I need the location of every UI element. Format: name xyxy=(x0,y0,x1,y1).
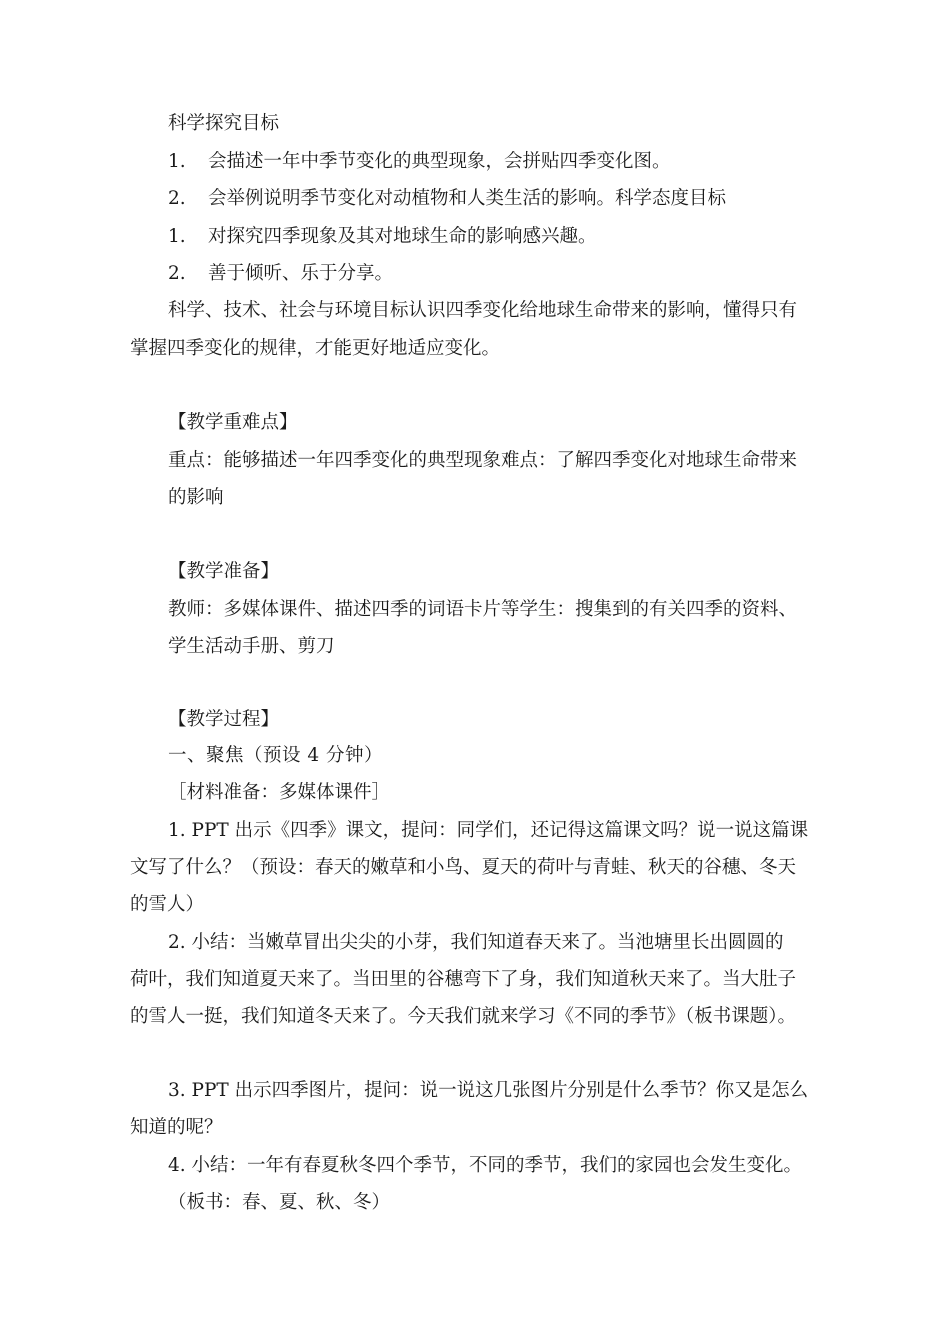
preparation-line: 学生活动手册、剪刀 xyxy=(168,636,335,657)
objectives-heading: 科学探究目标 xyxy=(168,113,280,134)
sts-paragraph-line: 掌握四季变化的规律，才能更好地适应变化。 xyxy=(130,338,501,359)
objective-item xyxy=(168,225,597,249)
objective-text: 会描述一年中季节变化的典型现象，会拼贴四季变化图。 xyxy=(208,151,671,172)
key-points-line: 的影响 xyxy=(168,487,224,508)
objective-number: 2. xyxy=(168,263,186,284)
step-line: 的雪人） xyxy=(130,894,205,915)
section-title: 一、聚焦（预设 4 分钟） xyxy=(168,745,384,766)
objective-item xyxy=(168,150,671,174)
objective-text: 会举例说明季节变化对动植物和人类生活的影响。科学态度目标 xyxy=(208,188,727,209)
objective-number: 1. xyxy=(168,226,186,247)
step-line: 4. 小结：一年有春夏秋冬四个季节，不同的季节，我们的家园也会发生变化。 xyxy=(168,1155,803,1176)
step-line: 知道的呢？ xyxy=(130,1117,223,1138)
objective-item xyxy=(168,262,393,286)
objective-text: 善于倾听、乐于分享。 xyxy=(208,263,394,284)
preparation-line: 教师：多媒体课件、描述四季的词语卡片等学生：搜集到的有关四季的资料、 xyxy=(168,599,798,620)
process-heading: 【教学过程】 xyxy=(168,709,280,730)
step-line: 3. PPT 出示四季图片，提问：说一说这几张图片分别是什么季节？你又是怎么 xyxy=(168,1080,809,1101)
step-line: 1. PPT 出示《四季》课文，提问：同学们，还记得这篇课文吗？说一说这篇课 xyxy=(168,820,809,841)
objective-number: 2. xyxy=(168,188,186,209)
step-line: 的雪人一挺，我们知道冬天来了。今天我们就来学习《不同的季节》（板书课题）。 xyxy=(130,1006,797,1027)
step-line: 文写了什么？（预设：春天的嫩草和小鸟、夏天的荷叶与青蛙、秋天的谷穗、冬天 xyxy=(130,857,797,878)
sts-paragraph-line: 科学、技术、社会与环境目标认识四季变化给地球生命带来的影响，懂得只有 xyxy=(168,300,798,321)
step-line: （板书：春、夏、秋、冬） xyxy=(168,1192,391,1213)
key-points-line: 重点：能够描述一年四季变化的典型现象难点：了解四季变化对地球生命带来 xyxy=(168,450,798,471)
materials-note: ［材料准备：多媒体课件］ xyxy=(168,782,391,803)
objective-text: 对探究四季现象及其对地球生命的影响感兴趣。 xyxy=(208,226,597,247)
step-line: 2. 小结：当嫩草冒出尖尖的小芽，我们知道春天来了。当池塘里长出圆圆的 xyxy=(168,932,784,953)
step-line: 荷叶，我们知道夏天来了。当田里的谷穗弯下了身，我们知道秋天来了。当大肚子 xyxy=(130,969,797,990)
objective-item xyxy=(168,187,726,211)
preparation-heading: 【教学准备】 xyxy=(168,561,280,582)
objective-number: 1. xyxy=(168,151,186,172)
key-points-heading: 【教学重难点】 xyxy=(168,412,298,433)
